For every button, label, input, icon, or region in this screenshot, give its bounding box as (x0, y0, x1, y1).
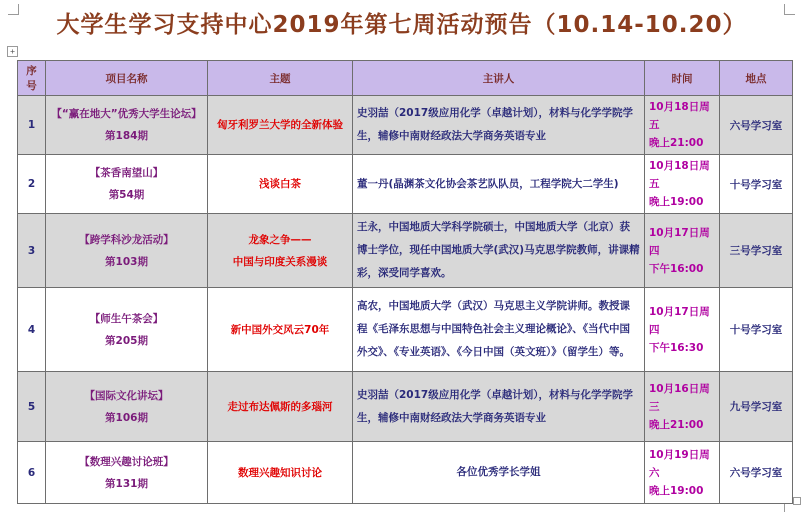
row-index: 2 (18, 155, 46, 214)
table-row (18, 372, 793, 442)
table-header-row (18, 61, 793, 96)
header-time: 时间 (645, 61, 720, 96)
time-date: 10月18日周五 (649, 160, 710, 190)
project-issue: 第205期 (105, 334, 148, 347)
header-name: 项目名称 (46, 61, 208, 96)
time-cell (645, 372, 720, 442)
place-text: 六号学习室 (720, 96, 793, 155)
project-name-cell (46, 442, 208, 504)
topic-text: 走过布达佩斯的多瑙河 (227, 400, 333, 413)
place-text: 十号学习室 (720, 155, 793, 214)
table-row (18, 288, 793, 372)
time-hour: 晚上19:00 (649, 196, 704, 208)
time-date: 10月17日周四 (649, 226, 710, 257)
project-name: 【国际文化讲坛】 (84, 389, 169, 402)
topic-cell (208, 288, 353, 372)
topic-text: 浅谈白茶 (259, 178, 301, 190)
project-name-cell (46, 155, 208, 214)
row-index: 4 (18, 288, 46, 372)
row-index: 1 (18, 96, 46, 155)
topic-text: 匈牙利罗兰大学的全新体验 (217, 119, 343, 131)
time-hour: 下午16:00 (649, 262, 704, 275)
speaker-text: 各位优秀学长学姐 (353, 442, 645, 504)
place-text: 九号学习室 (720, 372, 793, 442)
table-resize-handle-icon[interactable] (793, 497, 801, 505)
project-name-cell (46, 288, 208, 372)
time-hour: 晚上21:00 (649, 137, 704, 149)
topic-cell (208, 96, 353, 155)
project-issue: 第131期 (105, 477, 148, 490)
time-hour: 晚上21:00 (649, 418, 704, 431)
header-index: 序号 (18, 61, 46, 96)
speaker-text: 董一丹(晶渊茶文化协会茶艺队队员，工程学院大二学生) (353, 155, 645, 214)
topic-text-line1: 龙象之争—— (248, 233, 312, 246)
time-cell (645, 214, 720, 288)
time-date: 10月17日周四 (649, 305, 710, 336)
speaker-text: 史羽喆（2017级应用化学（卓越计划），材料与化学学院学生，辅修中南财经政法大学商务英语专业 (353, 372, 645, 442)
project-name: 【茶香南望山】 (89, 167, 164, 179)
time-date: 10月18日周五 (649, 101, 710, 131)
row-index: 6 (18, 442, 46, 504)
project-name: 【师生午茶会】 (89, 312, 164, 325)
topic-cell (208, 214, 353, 288)
time-cell (645, 96, 720, 155)
speaker-text: 王永，中国地质大学科学院硕士，中国地质大学（北京）获博士学位，现任中国地质大学(武汉)马克思学院教师，讲课精彩，深受同学喜欢。 (353, 214, 645, 288)
topic-text: 数理兴趣知识讨论 (238, 466, 322, 479)
page-title: 大学生学习支持中心2019年第七周活动预告（10.14-10.20） (56, 12, 747, 38)
time-cell (645, 288, 720, 372)
header-topic: 主题 (208, 61, 353, 96)
project-name-cell (46, 214, 208, 288)
project-issue: 第103期 (105, 255, 148, 268)
topic-cell (208, 155, 353, 214)
table-row (18, 214, 793, 288)
place-text: 六号学习室 (720, 442, 793, 504)
speaker-text: 史羽喆（2017级应用化学（卓越计划），材料与化学学院学生，辅修中南财经政法大学商务英语专业 (353, 96, 645, 155)
table-move-handle-icon[interactable]: + (7, 46, 18, 57)
project-issue: 第106期 (105, 411, 148, 424)
row-index: 3 (18, 214, 46, 288)
table-row (18, 442, 793, 504)
project-name: 【“赢在地大”优秀大学生论坛】 (51, 108, 202, 120)
project-issue: 第54期 (108, 189, 145, 201)
schedule-table (17, 60, 793, 504)
table-row (18, 96, 793, 155)
place-text: 三号学习室 (720, 214, 793, 288)
time-date: 10月19日周六 (649, 448, 710, 479)
topic-text-line2: 中国与印度关系漫谈 (232, 255, 328, 268)
time-hour: 下午16:30 (649, 341, 704, 354)
time-cell (645, 155, 720, 214)
time-date: 10月16日周三 (649, 382, 710, 413)
project-name-cell (46, 96, 208, 155)
table-row (18, 155, 793, 214)
project-issue: 第184期 (105, 130, 148, 142)
time-cell (645, 442, 720, 504)
row-index: 5 (18, 372, 46, 442)
place-text: 十号学习室 (720, 288, 793, 372)
project-name: 【跨学科沙龙活动】 (79, 233, 174, 246)
project-name: 【数理兴趣讨论班】 (79, 455, 174, 468)
time-hour: 晚上19:00 (649, 484, 704, 497)
topic-cell (208, 372, 353, 442)
header-speaker: 主讲人 (353, 61, 645, 96)
project-name-cell (46, 372, 208, 442)
topic-cell (208, 442, 353, 504)
header-place: 地点 (720, 61, 793, 96)
speaker-text: 高农，中国地质大学（武汉）马克思主义学院讲师。教授课程《毛泽东思想与中国特色社会主义理论概论》、《当代中国外交》、《专业英语》、《今日中国（英文班）》（留学生）等。 (353, 288, 645, 372)
topic-text: 新中国外交风云70年 (230, 323, 330, 336)
